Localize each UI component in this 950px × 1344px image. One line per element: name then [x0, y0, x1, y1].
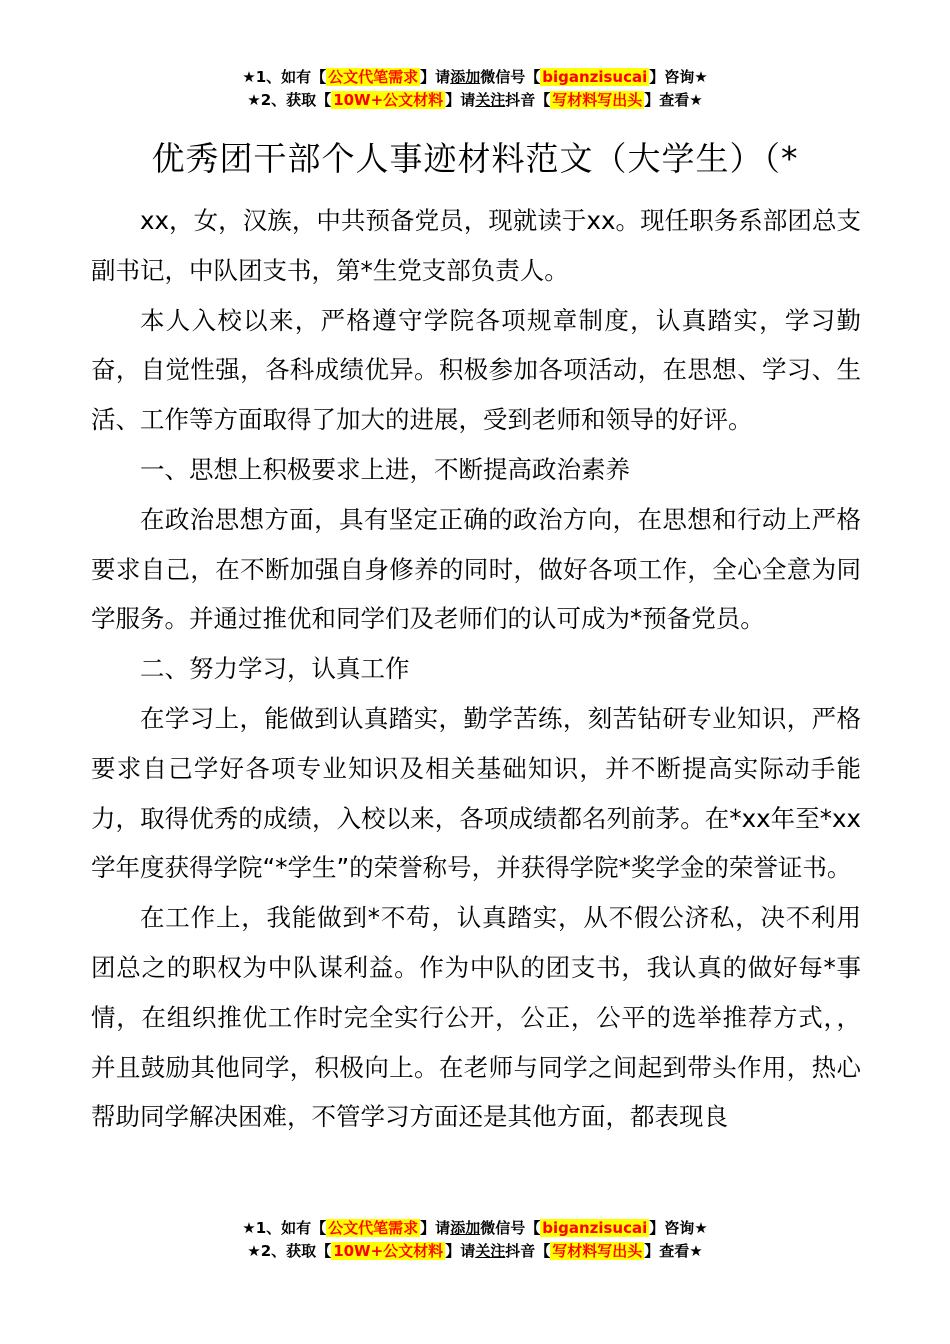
paragraph: 在学习上，能做到认真踏实，勤学苦练，刻苦钻研专业知识，严格要求自己学好各项专业知识及相关基础知识，并不断提高实际动手能力，取得优秀的成绩，入校以来，各项成绩都名列前茅。在*xx年至*xx学年度获得学院“*学生”的荣誉称号，并获得学院*奖学金的荣誉证书。	[91, 703, 861, 883]
banner-text: 】咨询★	[649, 1219, 708, 1237]
banner-highlight: 10W+公文材料	[333, 1242, 444, 1260]
banner-text: 】查看★	[644, 1242, 703, 1260]
banner-highlight: 写材料写出头	[552, 1242, 643, 1260]
banner-text: 】咨询★	[649, 68, 708, 86]
banner-text: ★2、获取【	[247, 91, 332, 109]
banner-highlight: 写材料写出头	[552, 91, 643, 109]
banner-line-1	[0, 66, 950, 89]
header-banner	[0, 66, 950, 112]
banner-text: 】请	[445, 91, 476, 109]
banner-line-2	[0, 89, 950, 112]
paragraph: xx，女，汉族，中共预备党员，现就读于xx。现任职务系部团总支副书记，中队团支书，第*生党支部负责人。	[91, 206, 861, 285]
banner-underlined-text: 添加	[450, 68, 481, 86]
banner-highlight: biganzisucai	[542, 1219, 648, 1237]
banner-underlined-text: 关注	[475, 1242, 506, 1260]
banner-highlight: 公文代笔需求	[328, 68, 419, 86]
banner-text: ★2、获取【	[247, 1242, 332, 1260]
paragraph: 在政治思想方面，具有坚定正确的政治方向，在思想和行动上严格要求自己，在不断加强自身修养的同时，做好各项工作，全心全意为同学服务。并通过推优和同学们及老师们的认可成为*预备党员。	[91, 504, 861, 634]
banner-highlight: 公文代笔需求	[328, 1219, 419, 1237]
banner-text: ★1、如有【	[242, 68, 327, 86]
banner-underlined-text: 关注	[475, 91, 506, 109]
banner-text: 微信号【	[480, 68, 541, 86]
banner-line-1	[0, 1217, 950, 1240]
banner-highlight: biganzisucai	[542, 68, 648, 86]
banner-text: 】请	[420, 68, 451, 86]
banner-text: 抖音【	[505, 1242, 551, 1260]
banner-text: 】请	[445, 1242, 476, 1260]
section-heading: 一、思想上积极要求上进，不断提高政治素养	[140, 454, 630, 484]
document-title: 优秀团干部个人事迹材料范文（大学生）（*	[151, 139, 799, 178]
section-heading: 二、努力学习，认真工作	[140, 654, 410, 684]
banner-text: ★1、如有【	[242, 1219, 327, 1237]
banner-text: 】查看★	[644, 91, 703, 109]
banner-text: 】请	[420, 1219, 451, 1237]
document-body	[91, 196, 861, 1142]
banner-line-2	[0, 1240, 950, 1263]
banner-underlined-text: 添加	[450, 1219, 481, 1237]
banner-text: 微信号【	[480, 1219, 541, 1237]
banner-highlight: 10W+公文材料	[333, 91, 444, 109]
footer-banner	[0, 1217, 950, 1263]
paragraph: 在工作上，我能做到*不苟，认真踏实，从不假公济私，决不利用团总之的职权为中队谋利益。作为中队的团支书，我认真的做好每*事情，在组织推优工作时完全实行公开，公正，公平的选举推荐方式，，并且鼓励其他同学，积极向上。在老师与同学之间起到带头作用，热心帮助同学解决困难，不管学习方面还是其他方面，都表现良	[91, 903, 861, 1132]
paragraph: 本人入校以来，严格遵守学院各项规章制度，认真踏实，学习勤奋，自觉性强，各科成绩优异。积极参加各项活动，在思想、学习、生活、工作等方面取得了加大的进展，受到老师和领导的好评。	[91, 305, 861, 435]
banner-text: 抖音【	[505, 91, 551, 109]
